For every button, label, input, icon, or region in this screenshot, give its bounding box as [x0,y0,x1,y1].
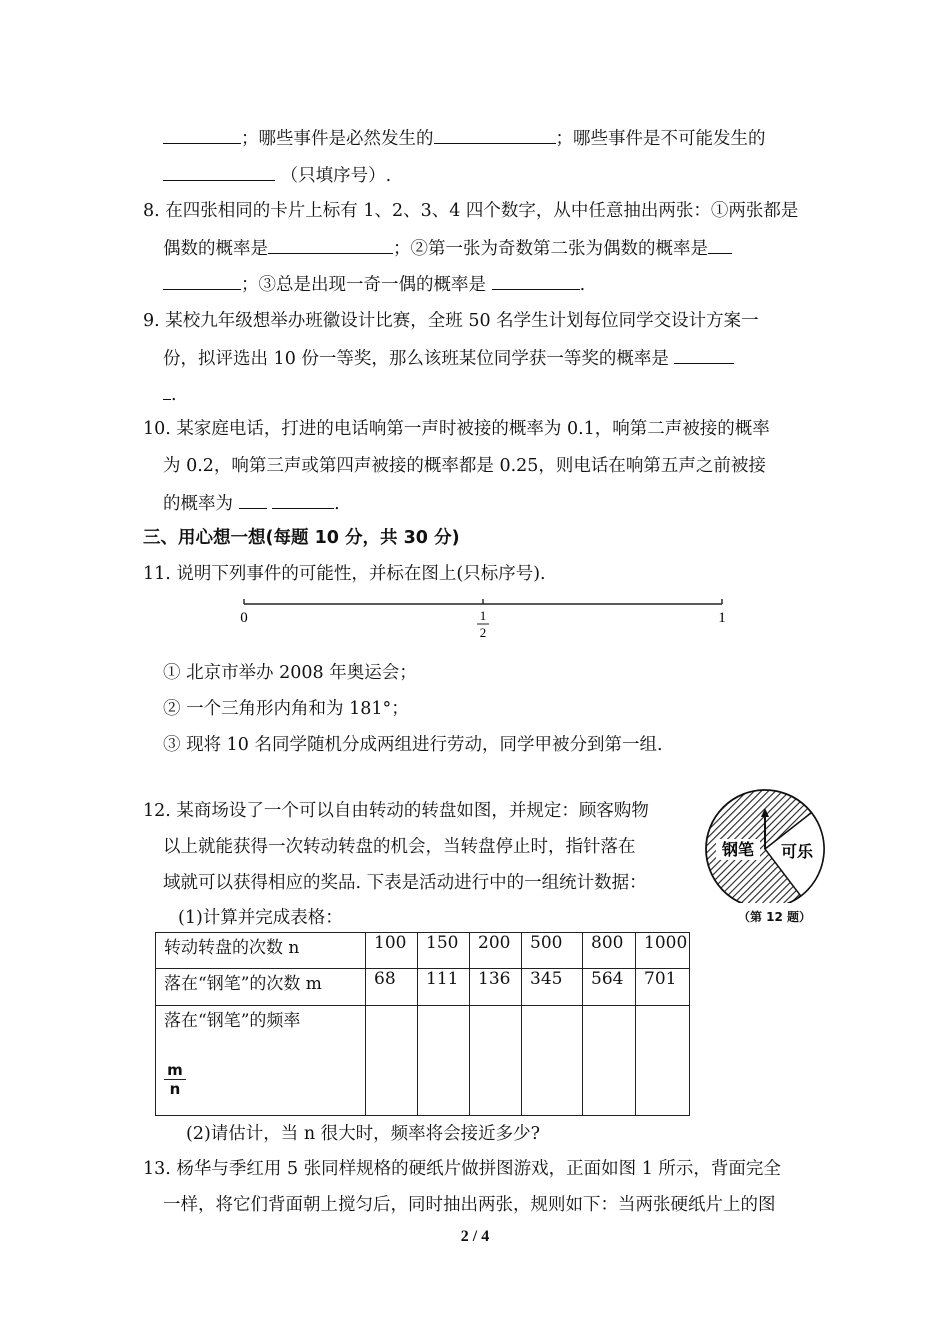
q7-line2: （只填序号）. [163,164,391,186]
frequency-table [155,932,690,1116]
q7-line1: ；哪些事件是必然发生的 ；哪些事件是不可能发生的 [163,127,766,149]
answer-blank[interactable] [163,164,275,181]
table-cell: 111 [418,969,470,1006]
table-row [156,1006,690,1116]
answer-cell[interactable] [583,1006,636,1116]
q10-line3: 的概率为 . [163,494,340,514]
section-3-title: 三、用心想一想(每题 10 分，共 30 分) [143,528,460,548]
q8-line2: 偶数的概率是 ；②第一张为奇数第二张为偶数的概率是 [163,237,732,259]
wheel-label-pen: 钢笔 [721,840,755,859]
table-cell: 136 [470,969,522,1006]
table-cell: 150 [418,933,470,969]
q8-line3: ；③总是出现一奇一偶的概率是 . [163,273,585,295]
q12-line2: 以上就能获得一次转动转盘的机会，当转盘停止时，指针落在 [163,837,636,857]
answer-blank[interactable] [272,492,334,509]
q10-line1: 10. 某家庭电话，打进的电话响第一声时被接的概率为 0.1，响第二声被接的概率 [143,419,770,439]
q11-intro: 11. 说明下列事件的可能性，并标在图上(只标序号). [143,564,546,584]
q10-line2: 为 0.2，响第三声或第四声被接的概率都是 0.25，则电话在响第五声之前被接 [163,456,766,476]
answer-blank[interactable] [674,347,734,364]
table-cell: 68 [366,969,418,1006]
table-cell: 1000 [636,933,690,969]
q12-sub1: (1)计算并完成表格： [178,908,343,928]
answer-cell[interactable] [418,1006,470,1116]
axis-label-0: 0 [240,610,248,626]
answer-blank[interactable] [708,237,732,254]
q9-line2: 份，拟评选出 10 份一等奖，那么该班某位同学获一等奖的概率是 [163,347,734,369]
answer-blank[interactable] [239,492,267,509]
answer-cell[interactable] [470,1006,522,1116]
answer-blank[interactable] [163,383,171,400]
table-row [156,969,690,1006]
axis-label-half-denominator: 2 [479,625,487,640]
fraction-m-over-n: m n [164,1061,186,1098]
answer-cell[interactable] [636,1006,690,1116]
row-header: 落在“钢笔”的次数 m [156,969,366,1006]
q11-item-1: ① 北京市举办 2008 年奥运会； [163,663,417,683]
q12-sub2: (2)请估计，当 n 很大时，频率将会接近多少? [186,1124,541,1144]
answer-blank[interactable] [163,273,241,290]
answer-blank[interactable] [434,127,556,144]
figure-caption: （第 12 题） [738,910,812,924]
q13-line1: 13. 杨华与季红用 5 张同样规格的硬纸片做拼图游戏，正面如图 1 所示，背面完全 [143,1159,781,1179]
table-cell: 200 [470,933,522,969]
q11-item-3: ③ 现将 10 名同学随机分成两组进行劳动，同学甲被分到第一组. [163,735,663,755]
wheel-label-cola: 可乐 [780,842,814,861]
table-cell: 564 [583,969,636,1006]
probability-number-line [230,595,740,645]
table-row [156,933,690,969]
table-cell: 100 [366,933,418,969]
table-cell: 701 [636,969,690,1006]
answer-blank[interactable] [492,273,580,290]
row-header: 落在“钢笔”的频率 m n [156,1006,366,1116]
spinner-wheel [700,788,830,903]
q13-line2: 一样，将它们背面朝上搅匀后，同时抽出两张，规则如下：当两张硬纸片上的图 [163,1195,776,1215]
table-cell: 345 [522,969,583,1006]
q12-line3: 域就可以获得相应的奖品. 下表是活动进行中的一组统计数据： [163,873,647,893]
answer-blank[interactable] [268,237,393,254]
table-cell: 500 [522,933,583,969]
axis-label-1: 1 [718,610,726,626]
table-cell: 800 [583,933,636,969]
q9-line3: . [163,383,177,405]
answer-cell[interactable] [522,1006,583,1116]
q12-line1: 12. 某商场设了一个可以自由转动的转盘如图，并规定：顾客购物 [143,801,649,821]
q8-line1: 8. 在四张相同的卡片上标有 1、2、3、4 四个数字，从中任意抽出两张：①两张都是 [143,201,799,221]
q11-item-2: ② 一个三角形内角和为 181°； [163,699,409,719]
answer-blank[interactable] [163,127,241,144]
row-header: 转动转盘的次数 n [156,933,366,969]
answer-cell[interactable] [366,1006,418,1116]
axis-label-half-numerator: 1 [479,608,487,623]
q9-line1: 9. 某校九年级想举办班徽设计比赛，全班 50 名学生计划每位同学交设计方案一 [143,311,759,331]
page-number: 2 / 4 [460,1228,490,1245]
